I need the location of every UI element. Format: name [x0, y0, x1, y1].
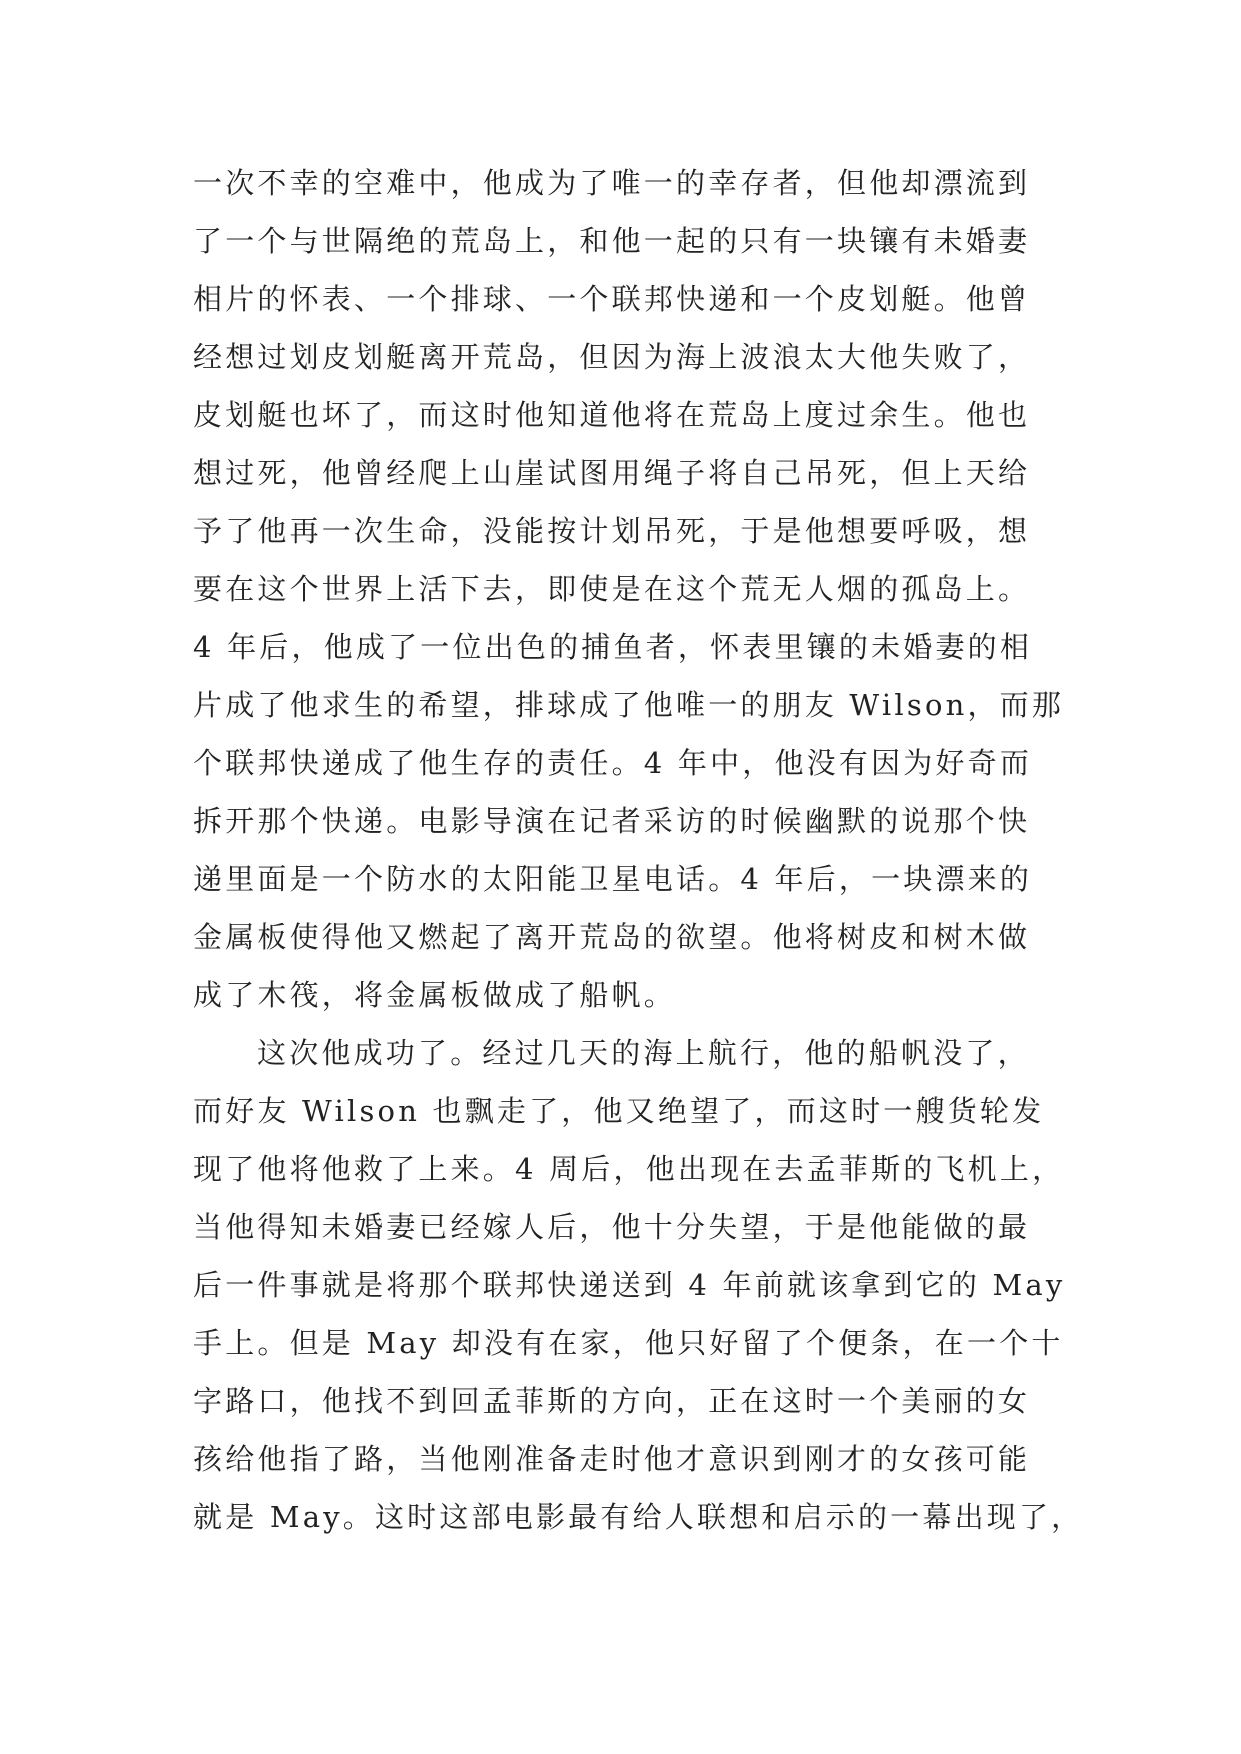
text-line: 这次他成功了。经过几天的海上航行，他的船帆没了， — [257, 1036, 1030, 1070]
text-line: 4 年后，他成了一位出色的捕鱼者，怀表里镶的未婚妻的相 — [193, 630, 1033, 664]
text-line: 现了他将他救了上来。4 周后，他出现在去孟菲斯的飞机上， — [193, 1152, 1065, 1186]
text-line: 相片的怀表、一个排球、一个联邦快递和一个皮划艇。他曾 — [193, 282, 1031, 316]
text-line: 个联邦快递成了他生存的责任。4 年中，他没有因为好奇而 — [193, 746, 1033, 780]
text-line: 拆开那个快递。电影导演在记者采访的时候幽默的说那个快 — [193, 804, 1031, 838]
text-line: 成了木筏，将金属板做成了船帆。 — [193, 978, 677, 1012]
paragraph-1 — [193, 154, 1073, 1024]
text-line: 就是 May。这时这部电影最有给人联想和启示的一幕出现了， — [193, 1500, 1084, 1534]
text-line: 字路口，他找不到回孟菲斯的方向，正在这时一个美丽的女 — [193, 1384, 1031, 1418]
text-line: 经想过划皮划艇离开荒岛，但因为海上波浪太大他失败了， — [193, 340, 1031, 374]
text-line: 而好友 Wilson 也飘走了，他又绝望了，而这时一艘货轮发 — [193, 1094, 1045, 1128]
body-text — [193, 154, 1084, 1546]
paragraph-2 — [193, 1024, 1084, 1546]
text-line: 皮划艇也坏了，而这时他知道他将在荒岛上度过余生。他也 — [193, 398, 1031, 432]
text-line: 后一件事就是将那个联邦快递送到 4 年前就该拿到它的 May — [193, 1268, 1066, 1302]
text-line: 当他得知未婚妻已经嫁人后，他十分失望，于是他能做的最 — [193, 1210, 1031, 1244]
text-line: 手上。但是 May 却没有在家，他只好留了个便条，在一个十 — [193, 1326, 1064, 1360]
text-line: 片成了他求生的希望，排球成了他唯一的朋友 Wilson，而那 — [193, 688, 1065, 722]
text-line: 想过死，他曾经爬上山崖试图用绳子将自己吊死，但上天给 — [193, 456, 1031, 490]
text-line: 孩给他指了路，当他刚准备走时他才意识到刚才的女孩可能 — [193, 1442, 1031, 1476]
text-line: 要在这个世界上活下去，即使是在这个荒无人烟的孤岛上。 — [193, 572, 1031, 606]
text-line: 金属板使得他又燃起了离开荒岛的欲望。他将树皮和树木做 — [193, 920, 1031, 954]
text-line: 了一个与世隔绝的荒岛上，和他一起的只有一块镶有未婚妻 — [193, 224, 1031, 258]
text-line: 一次不幸的空难中，他成为了唯一的幸存者，但他却漂流到 — [193, 166, 1031, 200]
text-line: 予了他再一次生命，没能按计划吊死，于是他想要呼吸，想 — [193, 514, 1031, 548]
text-line: 递里面是一个防水的太阳能卫星电话。4 年后，一块漂来的 — [193, 862, 1033, 896]
